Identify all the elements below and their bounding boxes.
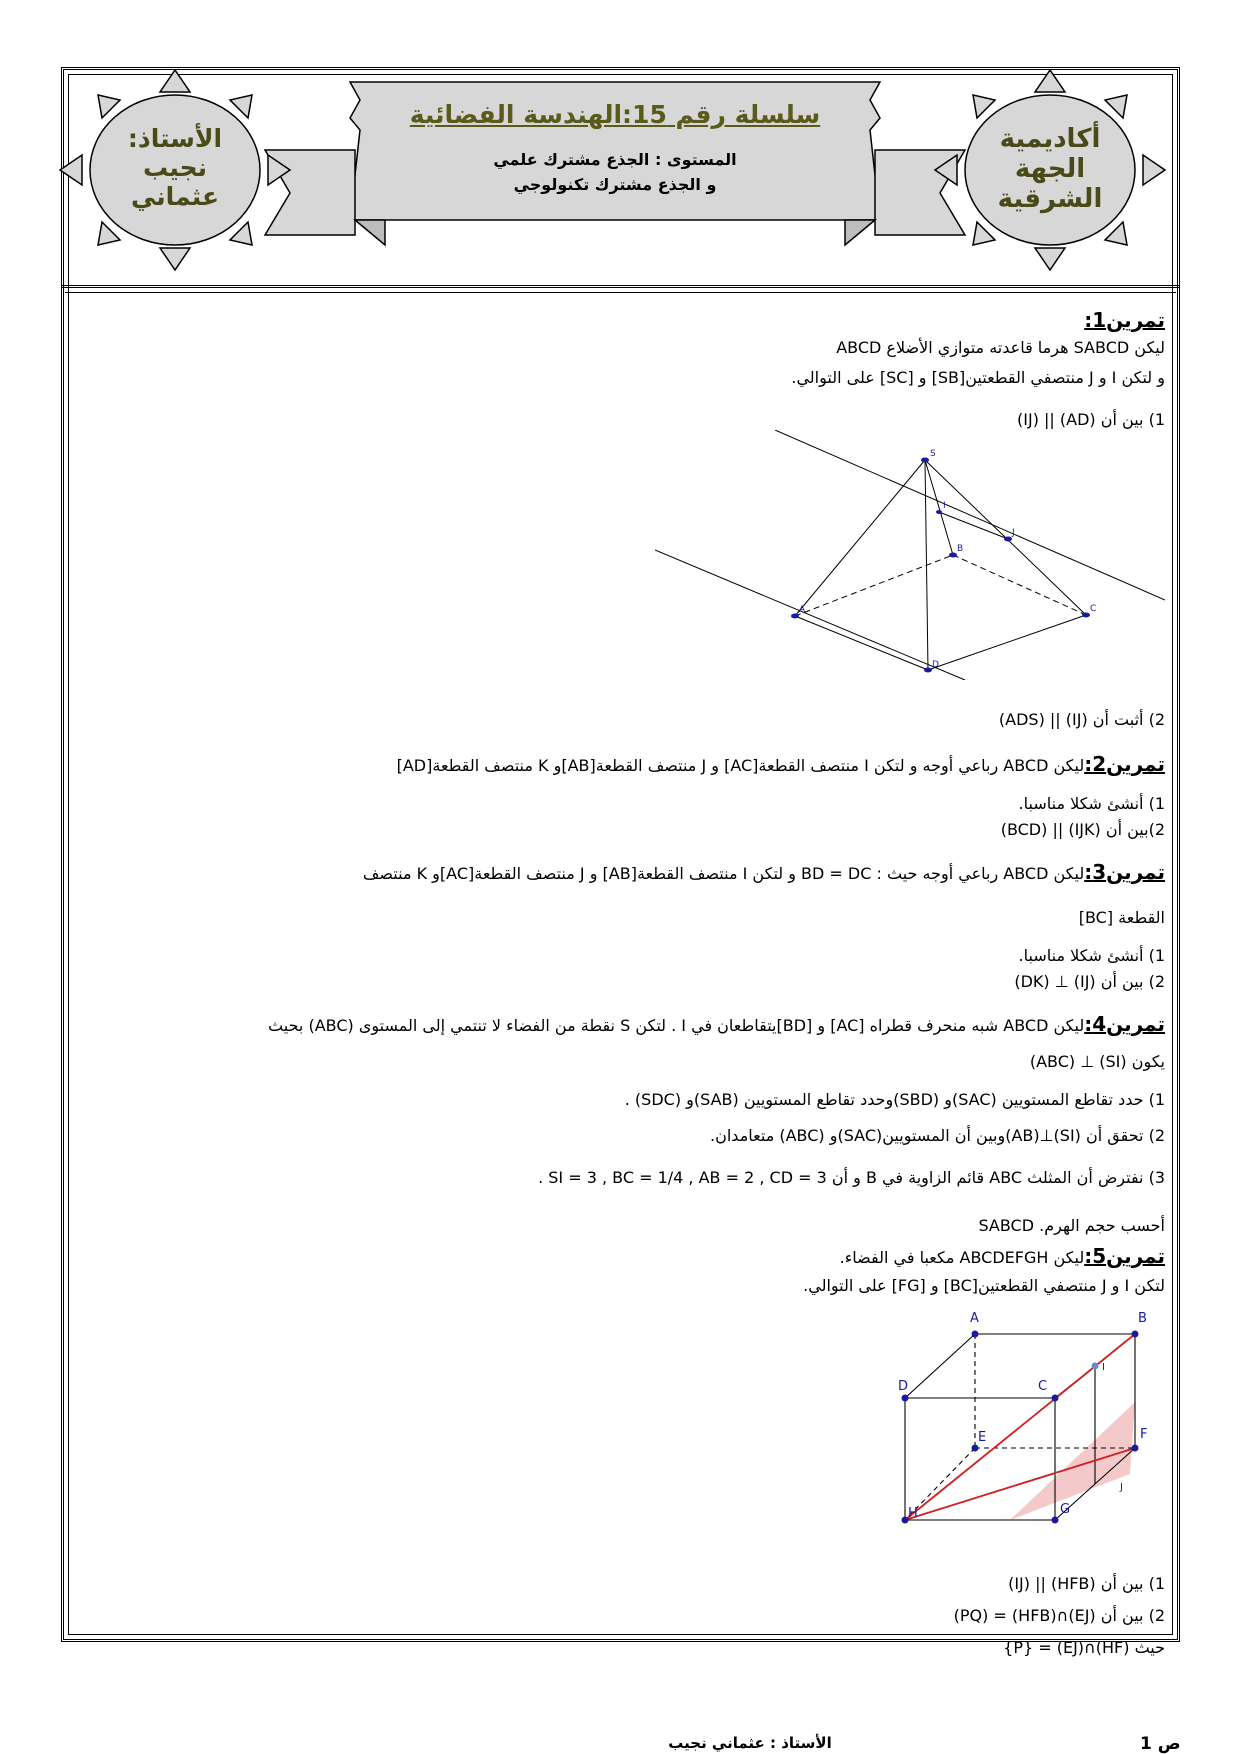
label-j: J bbox=[1012, 528, 1015, 538]
point-i-cube bbox=[1092, 1363, 1099, 1370]
exercise-5-line-2: لتكن I و J منتصفي القطعتين[BC] و [FG] على التوالي. bbox=[803, 1276, 1165, 1295]
label-b: B bbox=[957, 544, 964, 554]
vertex-a bbox=[972, 1331, 979, 1338]
vertex-e bbox=[972, 1445, 979, 1452]
cube-label-g: G bbox=[1060, 1502, 1071, 1517]
cube-label-d: D bbox=[898, 1379, 909, 1394]
label-s: S bbox=[930, 449, 936, 459]
academy-seal-text: أكاديمية الجهة الشرقية bbox=[997, 124, 1103, 214]
cube-figure bbox=[880, 1308, 1170, 1558]
line-ad bbox=[655, 550, 965, 680]
page-number: ص 1 bbox=[1140, 1734, 1181, 1754]
exercise-2-question-1: 1) أنشئ شكلا مناسبا. bbox=[1018, 794, 1165, 813]
exercise-5-line-1: تمرين5:ليكن ABCDEFGH مكعبا في الفضاء. bbox=[839, 1244, 1165, 1268]
series-title: سلسلة رقم 15:الهندسة الفضائية bbox=[409, 100, 821, 129]
point-i bbox=[936, 510, 942, 514]
cube-label-c: C bbox=[1038, 1379, 1048, 1394]
cube-label-e: E bbox=[978, 1430, 987, 1445]
cube-label-a: A bbox=[970, 1311, 979, 1326]
exercise-4-title: تمرين4: bbox=[1084, 1012, 1165, 1036]
exercise-5-question-2: 2) بين أن (EJ)∩(HFB) = (PQ) bbox=[953, 1606, 1165, 1625]
vertex-f bbox=[1132, 1445, 1139, 1452]
exercise-4-line-1: تمرين4:ليكن ABCD شبه منحرف قطراه [AC] و [BD]يتقاطعان في I . لتكن S نقطة من الفضاء لا تنتمي إلى المستوى (ABC) بحيث bbox=[268, 1012, 1165, 1036]
exercise-5-question-1: 1) بين أن (HFB) || (IJ) bbox=[1008, 1574, 1165, 1593]
exercise-3-question-1: 1) أنشئ شكلا مناسبا. bbox=[1018, 946, 1165, 965]
point-b bbox=[949, 553, 957, 558]
cube-label-b: B bbox=[1138, 1311, 1147, 1326]
label-a: A bbox=[799, 605, 806, 615]
exercise-5-title: تمرين5: bbox=[1084, 1244, 1165, 1268]
label-i: I bbox=[943, 501, 946, 511]
vertex-d bbox=[902, 1395, 909, 1402]
point-d bbox=[924, 668, 932, 673]
exercise-4-question-3: 3) نفترض أن المثلث ABC قائم الزاوية في B و أن SI = 3 , BC = 1/4 , AB = 2 , CD = 3 . bbox=[538, 1168, 1165, 1187]
exercise-4-line-2: يكون (SI) ⊥ (ABC) bbox=[1029, 1052, 1165, 1071]
exercise-1-line-2: و لتكن I و J منتصفي القطعتين[SB] و [SC] على التوالي. bbox=[791, 368, 1165, 387]
label-d: D bbox=[932, 660, 939, 670]
exercise-3-line-1: تمرين3:ليكن ABCD رباعي أوجه حيث : BD = DC و لتكن I منتصف القطعة[AB] و J منتصف القطعة[AC]و K منتصف bbox=[362, 860, 1165, 884]
line-ij bbox=[775, 430, 1165, 600]
exercise-2-line-1: تمرين2:ليكن ABCD رباعي أوجه و لتكن I منتصف القطعة[AC] و J منتصف القطعة[AB]و K منتصف القطعة[AD] bbox=[396, 752, 1165, 776]
exercise-5-question-3: حيث (HF)∩(EJ) = {P} bbox=[1003, 1638, 1165, 1657]
exercise-4-question-1: 1) حدد تقاطع المستويين (SAC)و (SBD)وحدد تقاطع المستويين (SAB)و (SDC) . bbox=[624, 1090, 1165, 1109]
vertex-b bbox=[1132, 1331, 1139, 1338]
point-j bbox=[1004, 537, 1012, 542]
point-c bbox=[1082, 613, 1090, 618]
teacher-seal-text: الأستاذ: نجيب عثماني bbox=[127, 124, 223, 211]
label-c: C bbox=[1090, 604, 1097, 614]
exercise-4-question-2: 2) تحقق أن (SI)⊥(AB)وبين أن المستويين(SAC)و (ABC) متعامدان. bbox=[710, 1126, 1165, 1145]
exercise-1-line-1: ليكن SABCD هرما قاعدته متوازي الأضلاع ABCD bbox=[836, 338, 1165, 357]
point-a bbox=[791, 614, 799, 619]
pyramid-figure bbox=[655, 430, 1165, 680]
exercise-2-title: تمرين2: bbox=[1084, 752, 1165, 776]
exercise-1-question-2: 2) أثبت أن (IJ) || (ADS) bbox=[998, 710, 1165, 729]
footer-author: الأستاذ : عثماني نجيب bbox=[668, 1734, 832, 1752]
level-text: المستوى : الجذع مشترك علمي و الجذع مشترك تكنولوجي bbox=[493, 150, 737, 194]
cube-label-f: F bbox=[1140, 1427, 1148, 1442]
exercise-4-question-4: أحسب حجم الهرم. SABCD bbox=[978, 1216, 1165, 1235]
exercise-3-question-2: 2) بين أن (IJ) ⊥ (DK) bbox=[1014, 972, 1165, 991]
vertex-c bbox=[1052, 1395, 1059, 1402]
point-s bbox=[921, 458, 929, 463]
exercise-3-line-2: القطعة [BC] bbox=[1078, 908, 1165, 927]
cube-label-i: I bbox=[1102, 1362, 1105, 1373]
exercise-3-title: تمرين3: bbox=[1084, 860, 1165, 884]
exercise-1-title: تمرين1: bbox=[1084, 308, 1165, 332]
exercise-1-question-1: 1) بين أن (AD) || (IJ) bbox=[1017, 410, 1165, 429]
exercise-2-question-2: 2)بين أن (IJK) || (BCD) bbox=[1000, 820, 1165, 839]
vertex-g bbox=[1052, 1517, 1059, 1524]
cube-label-h: H bbox=[908, 1506, 918, 1521]
cube-label-j: J bbox=[1120, 1482, 1123, 1493]
